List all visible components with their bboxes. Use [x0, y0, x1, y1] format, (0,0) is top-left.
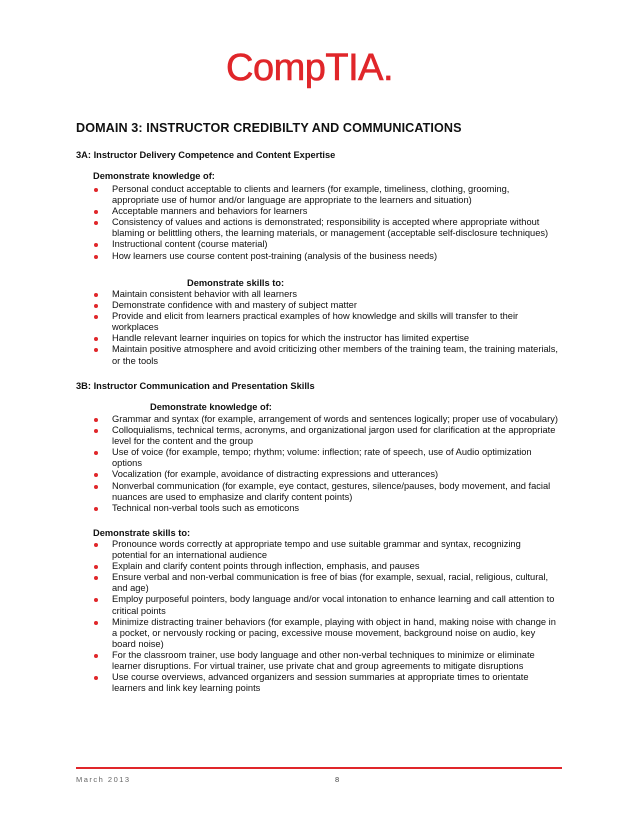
list-item-text: Instructional content (course material): [112, 239, 268, 250]
list-item-text: Use of voice (for example, tempo; rhythm; volume: inflection; rate of speech, use of Audio optimization: [112, 447, 532, 458]
list-item: [93, 561, 573, 572]
list-item-text: How learners use course content post-training (analysis of the business needs): [112, 250, 438, 261]
list-item: [93, 311, 573, 333]
list-item: [93, 617, 573, 650]
bullet-icon: [94, 221, 98, 225]
bullet-icon: [94, 565, 98, 569]
section-3a-knowledge-heading: Demonstrate knowledge of:: [93, 171, 215, 181]
list-item-text: Maintain consistent behavior with all learners: [112, 289, 297, 299]
bullet-icon: [94, 337, 98, 341]
domain-title: DOMAIN 3: INSTRUCTOR CREDIBILTY AND COMMUNICATIONS: [76, 121, 462, 135]
list-item: [93, 672, 573, 694]
section-3b-knowledge-heading: Demonstrate knowledge of:: [150, 402, 272, 412]
section-3b-skills-list: [93, 539, 573, 694]
list-item: [93, 344, 573, 366]
section-3a-title: 3A: Instructor Delivery Competence and Content Expertise: [76, 150, 336, 160]
bullet-icon: [94, 451, 98, 455]
list-item: [93, 447, 573, 469]
list-item: [93, 539, 573, 561]
section-3b-skills-heading: Demonstrate skills to:: [93, 528, 191, 538]
list-item-text: Minimize distracting trainer behaviors (for example, playing with object in hand, making noise with change in: [112, 616, 556, 627]
list-item-text: Explain and clarify content points through inflection, emphasis, and pauses: [112, 561, 420, 572]
bullet-icon: [94, 576, 98, 580]
bullet-icon: [94, 188, 98, 192]
bullet-icon: [94, 210, 98, 214]
list-item: [93, 239, 573, 250]
bullet-icon: [94, 543, 98, 547]
list-item: [93, 594, 573, 616]
section-3b-title: 3B: Instructor Communication and Presentation Skills: [76, 381, 315, 391]
list-item-text: Handle relevant learner inquiries on topics for which the instructor has limited expertise: [112, 333, 470, 344]
list-item: [93, 650, 573, 672]
list-item-text: blaming or belittling others, the learning materials, or management (acceptable self-disclosure techniques): [112, 228, 549, 239]
list-item-text: board noise): [112, 638, 164, 649]
bullet-icon: [94, 293, 98, 297]
list-item-text: learners and link key learning points: [112, 683, 261, 694]
list-item-text: and age): [112, 583, 149, 594]
list-item-text: For the classroom trainer, use body language and other non-verbal techniques to minimize or eliminate: [112, 649, 535, 660]
list-item: [93, 251, 573, 262]
logo-wordmark: CompTIA.: [226, 47, 394, 89]
list-item: [93, 333, 573, 344]
page-number: 8: [335, 775, 340, 784]
bullet-icon: [94, 654, 98, 658]
list-item-text: options: [112, 458, 142, 469]
list-item: [93, 206, 573, 217]
section-3a-skills-list: [93, 289, 573, 367]
list-item: [93, 217, 573, 239]
list-item: [93, 300, 573, 311]
bullet-icon: [94, 315, 98, 319]
list-item-text: learner disruptions. For virtual trainer, use private chat and group agreements to mitigate disruptions: [112, 661, 524, 672]
bullet-icon: [94, 485, 98, 489]
list-item: [93, 414, 573, 425]
list-item-text: Maintain positive atmosphere and avoid criticizing other members of the training team, the training materials,: [112, 344, 558, 355]
bullet-icon: [94, 348, 98, 352]
footer-date: March 2013: [76, 775, 131, 784]
list-item: [93, 503, 573, 514]
list-item-text: or the tools: [112, 355, 158, 366]
list-item-text: Use course overviews, advanced organizers and session summaries at appropriate times to orientate: [112, 672, 529, 683]
list-item-text: Vocalization (for example, avoidance of distracting expressions and utterances): [112, 469, 439, 480]
bullet-icon: [94, 507, 98, 511]
bullet-icon: [94, 304, 98, 308]
list-item: [93, 184, 573, 206]
list-item-text: Consistency of values and actions is demonstrated; responsibility is accepted where appropriate without: [112, 217, 540, 228]
bullet-icon: [94, 243, 98, 247]
bullet-icon: [94, 255, 98, 259]
bullet-icon: [94, 621, 98, 625]
list-item-text: Personal conduct acceptable to clients and learners (for example, timeliness, clothing, grooming,: [112, 184, 510, 194]
list-item-text: Employ purposeful pointers, body language and/or vocal intonation to enhance learning and call attention to: [112, 594, 555, 605]
list-item-text: Acceptable manners and behaviors for learners: [112, 206, 308, 217]
list-item-text: Pronounce words correctly at appropriate tempo and use suitable grammar and syntax, recognizing: [112, 539, 521, 549]
list-item-text: workplaces: [112, 322, 159, 333]
bullet-icon: [94, 418, 98, 422]
list-item-text: level for the content and the group: [112, 436, 254, 447]
list-item-text: Grammar and syntax (for example, arrangement of words and sentences logically; proper use of vocabulary): [112, 414, 558, 424]
list-item-text: Technical non-verbal tools such as emoticons: [112, 502, 300, 513]
list-item-text: nuances are used to emphasize and clarify content points): [112, 491, 353, 502]
list-item: [93, 481, 573, 503]
section-3a-skills-heading: Demonstrate skills to:: [187, 278, 285, 288]
section-3b-knowledge-list: [93, 414, 573, 514]
list-item-text: potential for an international audience: [112, 550, 268, 561]
section-3a-knowledge-list: [93, 184, 573, 262]
list-item-text: Provide and elicit from learners practical examples of how knowledge and skills will transfer to their: [112, 311, 519, 322]
comptia-logo: [0, 46, 638, 95]
bullet-icon: [94, 429, 98, 433]
list-item-text: Colloquialisms, technical terms, acronyms, and organizational jargon used for clarification at the appropriate: [112, 425, 556, 436]
bullet-icon: [94, 473, 98, 477]
list-item-text: Nonverbal communication (for example, eye contact, gestures, silence/pauses, body movement, and facial: [112, 480, 551, 491]
footer-divider: [76, 767, 562, 769]
list-item-text: a pocket, or nervously rocking or pacing, excessive mouse movement, background noise on audio, key: [112, 627, 536, 638]
list-item: [93, 289, 573, 300]
list-item: [93, 572, 573, 594]
list-item-text: appropriate use of humor and/or language are appropriate to the learners and situation): [112, 195, 472, 206]
list-item-text: Ensure verbal and non-verbal communication is free of bias (for example, sexual, racial, religious, cultural,: [112, 572, 549, 583]
bullet-icon: [94, 676, 98, 680]
list-item: [93, 425, 573, 447]
list-item-text: critical points: [112, 605, 166, 616]
list-item-text: Demonstrate confidence with and mastery of subject matter: [112, 300, 357, 311]
comptia-logo-mark: [224, 46, 414, 90]
bullet-icon: [94, 598, 98, 602]
list-item: [93, 469, 573, 480]
